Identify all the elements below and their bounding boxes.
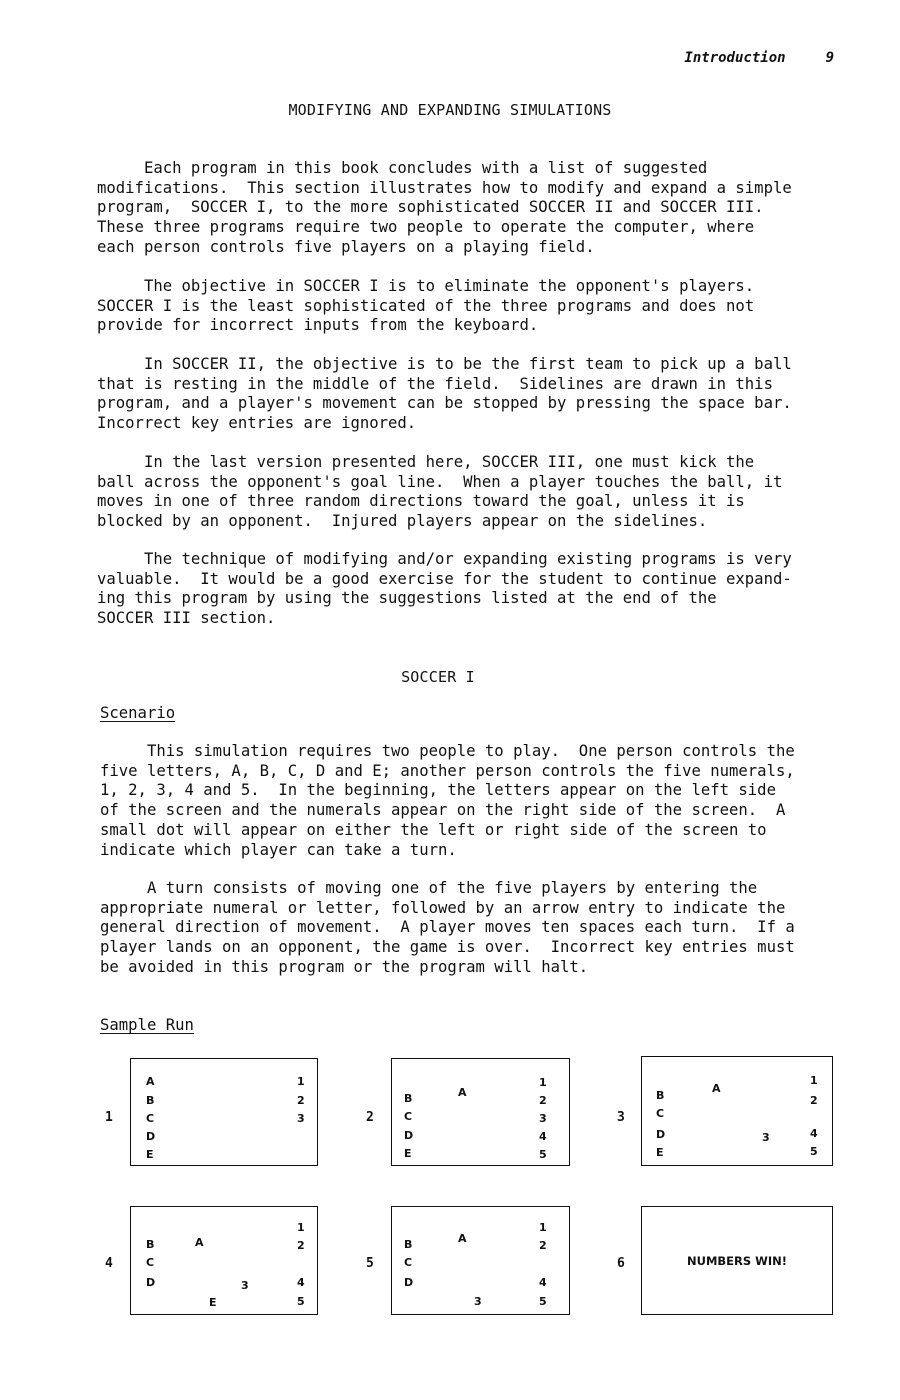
player-numeral: 3: [539, 1112, 547, 1125]
player-letter: B: [404, 1092, 413, 1105]
player-letter: D: [146, 1130, 156, 1143]
screen-panel-1: [130, 1058, 318, 1166]
player-letter: A: [712, 1082, 721, 1095]
scenario-paragraph-2: A turn consists of moving one of the five players by entering the appropriate numeral or letter, followed by an arrow entry to indicate the general direction of movement. A player moves ten spaces each turn. If a player lands on an opponent, the game is over. Incorrect key entries must be avoided in this program or the program will halt.: [100, 879, 795, 976]
section-title: MODIFYING AND EXPANDING SIMULATIONS: [288, 101, 612, 119]
panel-number-5: 5: [366, 1256, 374, 1271]
player-letter: C: [146, 1112, 155, 1125]
panel-number-3: 3: [617, 1110, 625, 1125]
player-letter: A: [146, 1075, 155, 1088]
player-letter: A: [458, 1086, 467, 1099]
player-letter: D: [146, 1276, 156, 1289]
player-numeral: 1: [539, 1221, 547, 1234]
intro-paragraph-1: Each program in this book concludes with a list of suggested modifications. This section illustrates how to modify and expand a simple program, SOCCER I, to the more sophisticated SOCCER II and SOCCER III. These three programs require two people to operate the computer, where each person controls five players on a playing field.: [97, 159, 792, 256]
player-letter: C: [146, 1256, 155, 1269]
program-title: SOCCER I: [401, 668, 475, 686]
player-letter: B: [146, 1238, 155, 1251]
player-numeral: 2: [539, 1094, 547, 1107]
player-numeral: 3: [762, 1131, 770, 1144]
player-numeral: 5: [539, 1148, 547, 1161]
intro-paragraph-2: The objective in SOCCER I is to eliminate the opponent's players. SOCCER I is the least sophisticated of the three programs and does not provide for incorrect inputs from the keyboard.: [97, 277, 755, 335]
player-numeral: 4: [810, 1127, 818, 1140]
player-numeral: 1: [810, 1074, 818, 1087]
player-numeral: 2: [297, 1094, 305, 1107]
screen-panel-6: [641, 1206, 833, 1315]
player-letter: C: [656, 1107, 665, 1120]
player-numeral: 1: [539, 1076, 547, 1089]
running-title: Introduction: [684, 50, 786, 66]
player-numeral: 5: [539, 1295, 547, 1308]
intro-paragraph-5: The technique of modifying and/or expanding existing programs is very valuable. It would be a good exercise for the student to continue expand- ing this program by using the suggestions listed at the end of the SOCCER III section.: [97, 550, 792, 628]
player-letter: C: [404, 1256, 413, 1269]
player-letter: B: [656, 1089, 665, 1102]
player-letter: A: [195, 1236, 204, 1249]
panel-number-4: 4: [105, 1256, 113, 1271]
player-numeral: 1: [297, 1075, 305, 1088]
screen-panel-5: [391, 1206, 570, 1315]
player-numeral: 5: [297, 1295, 305, 1308]
player-numeral: 1: [297, 1221, 305, 1234]
sample-run-heading: Sample Run: [100, 1016, 194, 1034]
player-letter: A: [458, 1232, 467, 1245]
player-letter: E: [146, 1148, 154, 1161]
player-numeral: 3: [474, 1295, 482, 1308]
screen-panel-3: [641, 1056, 833, 1166]
panel-number-6: 6: [617, 1256, 625, 1271]
player-numeral: 2: [810, 1094, 818, 1107]
player-letter: E: [656, 1146, 664, 1159]
player-letter: D: [404, 1129, 414, 1142]
player-numeral: 2: [297, 1239, 305, 1252]
player-numeral: 5: [810, 1145, 818, 1158]
screen-panel-2: [391, 1058, 570, 1166]
player-numeral: 2: [539, 1239, 547, 1252]
player-letter: E: [404, 1147, 412, 1160]
panel-number-1: 1: [105, 1110, 113, 1125]
scenario-heading: Scenario: [100, 704, 176, 722]
page-number: 9: [825, 50, 834, 66]
player-letter: E: [209, 1296, 217, 1309]
player-numeral: 4: [297, 1276, 305, 1289]
scenario-paragraph-1: This simulation requires two people to play. One person controls the five letters, A, B, C, D and E; another person controls the five numerals, 1, 2, 3, 4 and 5. In the beginning, the letters appear on the left side of the screen and the numerals appear on the right side of the screen. A small dot will appear on either the left or right side of the screen to indicate which player can take a turn.: [100, 742, 795, 859]
running-header: [0, 50, 834, 66]
player-letter: D: [656, 1128, 666, 1141]
player-numeral: 3: [241, 1279, 249, 1292]
panel-number-2: 2: [366, 1110, 374, 1125]
player-numeral: 3: [297, 1112, 305, 1125]
intro-paragraph-3: In SOCCER II, the objective is to be the first team to pick up a ball that is resting in the middle of the field. Sidelines are drawn in this program, and a player's movement can be stopped by pressing the space bar. Incorrect key entries are ignored.: [97, 355, 792, 433]
player-numeral: 4: [539, 1276, 547, 1289]
player-letter: C: [404, 1110, 413, 1123]
intro-paragraph-4: In the last version presented here, SOCCER III, one must kick the ball across the opponent's goal line. When a player touches the ball, it moves in one of three random directions toward the goal, unless it is blocked by an opponent. Injured players appear on the sidelines.: [97, 453, 783, 531]
game-over-message: NUMBERS WIN!: [686, 1253, 787, 1268]
player-letter: D: [404, 1276, 414, 1289]
player-letter: B: [404, 1238, 413, 1251]
screen-panel-4: [130, 1206, 318, 1315]
player-letter: B: [146, 1094, 155, 1107]
player-numeral: 4: [539, 1130, 547, 1143]
